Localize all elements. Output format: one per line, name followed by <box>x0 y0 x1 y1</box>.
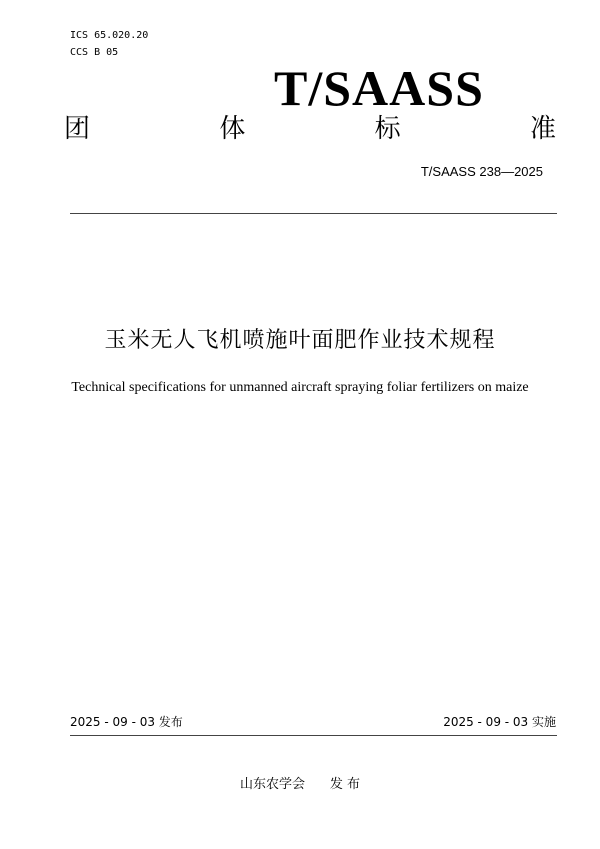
standard-number: T/SAASS 238—2025 <box>420 164 543 179</box>
publisher: 山东农学会 发 布 <box>240 777 360 792</box>
standard-type-char: 准 <box>529 114 556 144</box>
standard-type-char: 团 <box>63 114 90 144</box>
title-english: Technical specifications for unmanned aircraft spraying foliar fertilizers on maize <box>71 380 529 395</box>
standard-type-char: 标 <box>374 114 401 144</box>
standard-logo: T/SAASS <box>274 60 484 116</box>
implementation-date: 2025 - 09 - 03 实施 <box>443 715 556 729</box>
top-divider <box>70 213 557 214</box>
ccs-code: CCS B 05 <box>70 47 119 58</box>
standard-type-heading <box>62 112 558 146</box>
title-chinese: 玉米无人飞机喷施叶面肥作业技术规程 <box>104 328 496 353</box>
bottom-divider <box>70 735 557 736</box>
standard-type-char: 体 <box>219 114 246 144</box>
ics-code: ICS 65.020.20 <box>70 30 149 41</box>
issue-date: 2025 - 09 - 03 发布 <box>70 715 183 729</box>
